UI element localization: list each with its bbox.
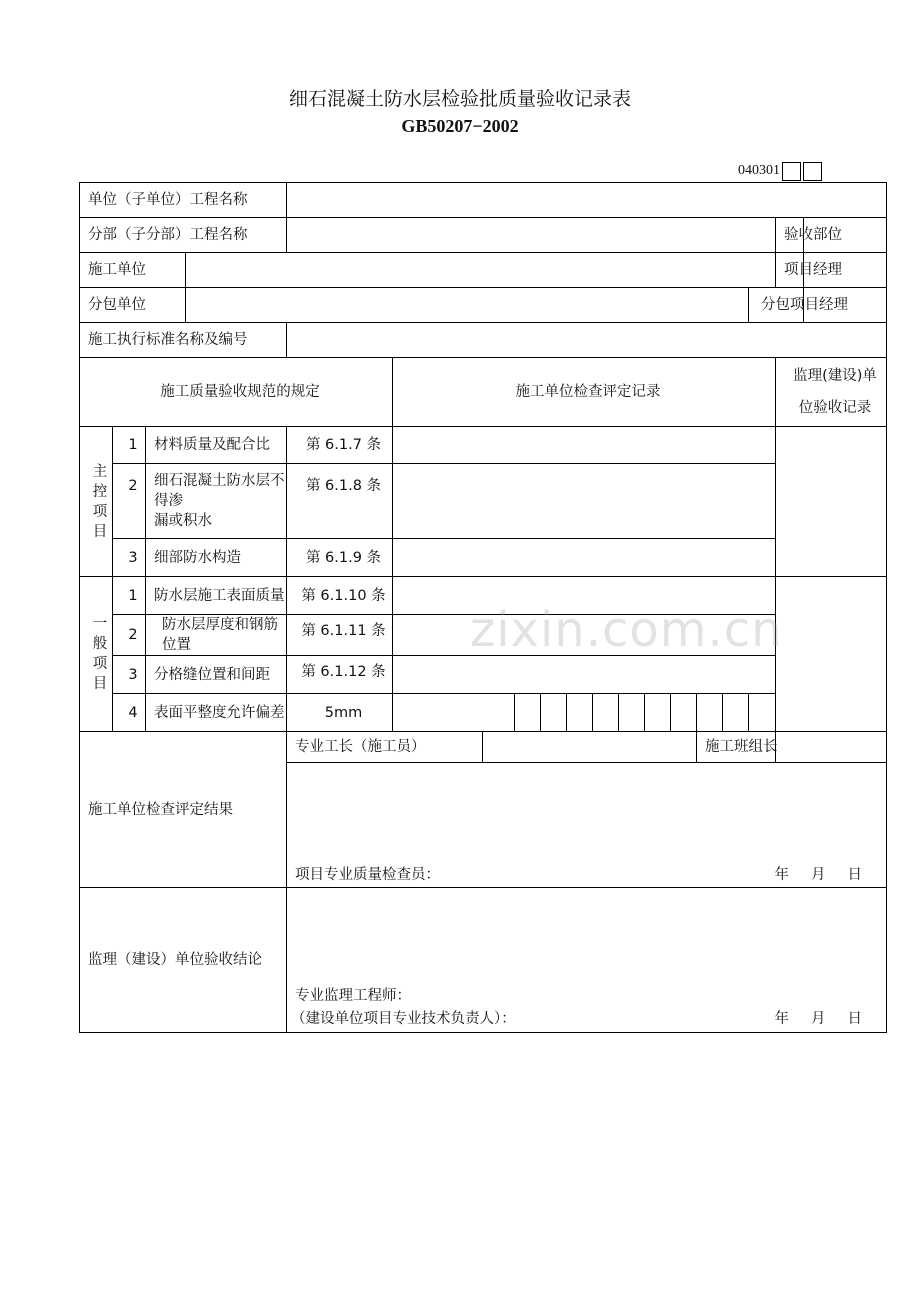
measurement-cell[interactable] — [749, 694, 776, 732]
measurement-cell[interactable] — [541, 694, 567, 732]
team-leader-value[interactable] — [776, 732, 887, 763]
project-manager-label: 项目经理 — [776, 253, 804, 288]
general-item-clause: 第 6.1.12 条 — [287, 656, 393, 694]
main-item-number: 3 — [113, 539, 146, 577]
main-item-record[interactable] — [393, 427, 776, 464]
inspection-date: 年 月 日 — [774, 867, 862, 883]
main-control-group-label: 主 控 项 目 — [80, 427, 113, 577]
sub-project-value[interactable] — [287, 218, 776, 253]
main-item-number: 2 — [113, 464, 146, 539]
general-item-record[interactable] — [393, 656, 776, 694]
measurement-cell[interactable] — [393, 694, 515, 732]
general-item-tolerance: 5mm — [287, 694, 393, 732]
general-item-name: 分格缝位置和间距 — [146, 656, 287, 694]
sub-project-label: 分部（子分部）工程名称 — [80, 218, 287, 253]
general-item-record[interactable] — [393, 577, 776, 615]
construction-unit-label: 施工单位 — [80, 253, 186, 288]
main-item-name: 细石混凝土防水层不得渗 漏或积水 — [146, 464, 287, 539]
general-item-number: 1 — [113, 577, 146, 615]
general-item-number: 2 — [113, 615, 146, 656]
foreman-value[interactable] — [483, 732, 697, 763]
supervision-conclusion-label: 监理（建设）单位验收结论 — [80, 888, 287, 1033]
main-item-record[interactable] — [393, 539, 776, 577]
measurement-cell[interactable] — [593, 694, 619, 732]
standard-code: GB50207−2002 — [401, 116, 519, 136]
supervision-conclusion-content[interactable] — [287, 888, 887, 1033]
measurement-cell[interactable] — [619, 694, 645, 732]
general-group-label: 一 般 项 目 — [80, 577, 113, 732]
main-item-clause: 第 6.1.7 条 — [287, 427, 393, 464]
supervision-header-line2: 位验收记录 — [798, 400, 872, 416]
construction-unit-value[interactable] — [186, 253, 776, 288]
general-item-name: 表面平整度允许偏差 — [146, 694, 287, 732]
general-item-number: 4 — [113, 694, 146, 732]
inspector-label: 项目专业质量检查员： — [295, 867, 440, 883]
spec-column-header: 施工质量验收规范的规定 — [80, 358, 393, 427]
form-code-box-2[interactable] — [803, 162, 822, 181]
measurement-cell[interactable] — [567, 694, 593, 732]
inspection-record-table — [79, 182, 887, 1033]
main-control-supervision-record[interactable] — [776, 427, 887, 577]
form-title: 细石混凝土防水层检验批质量验收记录表 — [288, 88, 631, 110]
general-item-clause: 第 6.1.10 条 — [287, 577, 393, 615]
team-leader-label: 施工班组长 — [697, 732, 776, 763]
standard-label: 施工执行标准名称及编号 — [80, 323, 287, 358]
check-record-column-header: 施工单位检查评定记录 — [393, 358, 776, 427]
measurement-cell[interactable] — [723, 694, 749, 732]
supervision-header-line1: 监理(建设)单 — [793, 368, 877, 384]
form-code-number: 040301 — [738, 163, 780, 178]
unit-project-value[interactable] — [287, 183, 887, 218]
main-item-name: 细部防水构造 — [146, 539, 287, 577]
main-item-number: 1 — [113, 427, 146, 464]
general-item-clause: 第 6.1.11 条 — [287, 615, 393, 656]
form-code-box-1[interactable] — [782, 162, 801, 181]
sub-project-manager-label: 分包项目经理 — [749, 288, 804, 323]
acceptance-part-label: 验收部位 — [776, 218, 804, 253]
measurement-cell[interactable] — [671, 694, 697, 732]
watermark-text: zixin.com.cn — [470, 602, 783, 658]
main-item-clause: 第 6.1.9 条 — [287, 539, 393, 577]
general-supervision-record[interactable] — [776, 577, 887, 732]
unit-project-label: 单位（子单位）工程名称 — [80, 183, 287, 218]
foreman-label: 专业工长（施工员） — [287, 732, 483, 763]
measurement-cell[interactable] — [645, 694, 671, 732]
standard-value[interactable] — [287, 323, 887, 358]
measurement-cell[interactable] — [515, 694, 541, 732]
owner-representative-label: （建设单位项目专业技术负责人）： — [291, 1011, 516, 1027]
construction-result-label: 施工单位检查评定结果 — [80, 732, 287, 888]
supervision-date: 年 月 日 — [774, 1011, 862, 1027]
general-item-name: 防水层厚度和钢筋位置 — [146, 615, 287, 656]
general-item-name: 防水层施工表面质量 — [146, 577, 287, 615]
measurement-cell[interactable] — [697, 694, 723, 732]
supervision-engineer-label: 专业监理工程师： — [295, 988, 411, 1004]
subcontractor-value[interactable] — [186, 288, 749, 323]
main-item-clause: 第 6.1.8 条 — [287, 464, 393, 539]
construction-result-content[interactable] — [287, 763, 887, 888]
main-item-record[interactable] — [393, 464, 776, 539]
main-item-name: 材料质量及配合比 — [146, 427, 287, 464]
general-item-number: 3 — [113, 656, 146, 694]
general-item-record[interactable] — [393, 615, 776, 656]
form-code — [738, 161, 822, 181]
subcontractor-label: 分包单位 — [80, 288, 186, 323]
supervision-column-header — [776, 358, 887, 427]
